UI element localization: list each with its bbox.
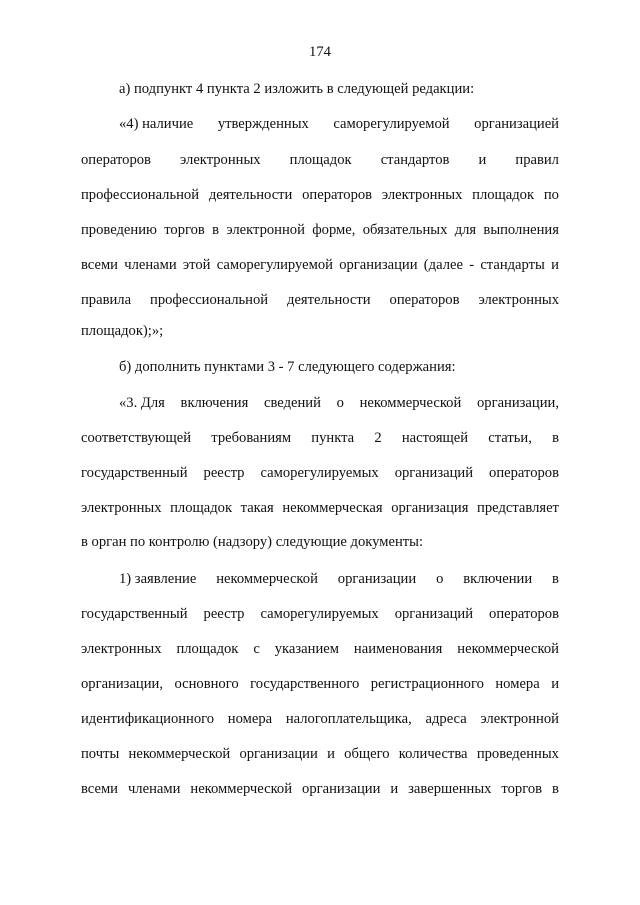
text-line: государственный реестр саморегулируемых организаций операторов (81, 606, 559, 622)
page-number: 174 (309, 44, 331, 60)
text-line: в орган по контролю (надзору) следующие документы: (81, 534, 424, 550)
text-line: почты некоммерческой организации и общего количества проведенных (81, 746, 559, 762)
text-line: соответствующей требованиям пункта 2 настоящей статьи, в (81, 430, 559, 446)
text-line: «3. Для включения сведений о некоммерческой организации, (119, 395, 559, 411)
text-line: государственный реестр саморегулируемых организаций операторов (81, 465, 559, 481)
text-line: «4) наличие утвержденных саморегулируемой организацией (119, 116, 559, 132)
text-line: профессиональной деятельности операторов электронных площадок по (81, 187, 559, 203)
text-line: электронных площадок с указанием наименования некоммерческой (81, 641, 559, 657)
text-line: всеми членами этой саморегулируемой организации (далее - стандарты и (81, 257, 559, 273)
text-line: проведению торгов в электронной форме, обязательных для выполнения (81, 222, 559, 238)
text-line: б) дополнить пунктами 3 - 7 следующего содержания: (119, 359, 456, 375)
text-line: электронных площадок такая некоммерческая организация представляет (81, 500, 559, 516)
text-line: правила профессиональной деятельности операторов электронных (81, 292, 559, 308)
text-line: операторов электронных площадок стандартов и правил (81, 152, 559, 168)
text-line: идентификационного номера налогоплательщика, адреса электронной (81, 711, 559, 727)
text-line: а) подпункт 4 пункта 2 изложить в следующей редакции: (119, 81, 475, 97)
text-line: всеми членами некоммерческой организации и завершенных торгов в (81, 781, 559, 797)
text-line: 1) заявление некоммерческой организации о включении в (119, 571, 559, 587)
text-line: площадок);»; (81, 323, 164, 339)
text-line: организации, основного государственного регистрационного номера и (81, 676, 559, 692)
